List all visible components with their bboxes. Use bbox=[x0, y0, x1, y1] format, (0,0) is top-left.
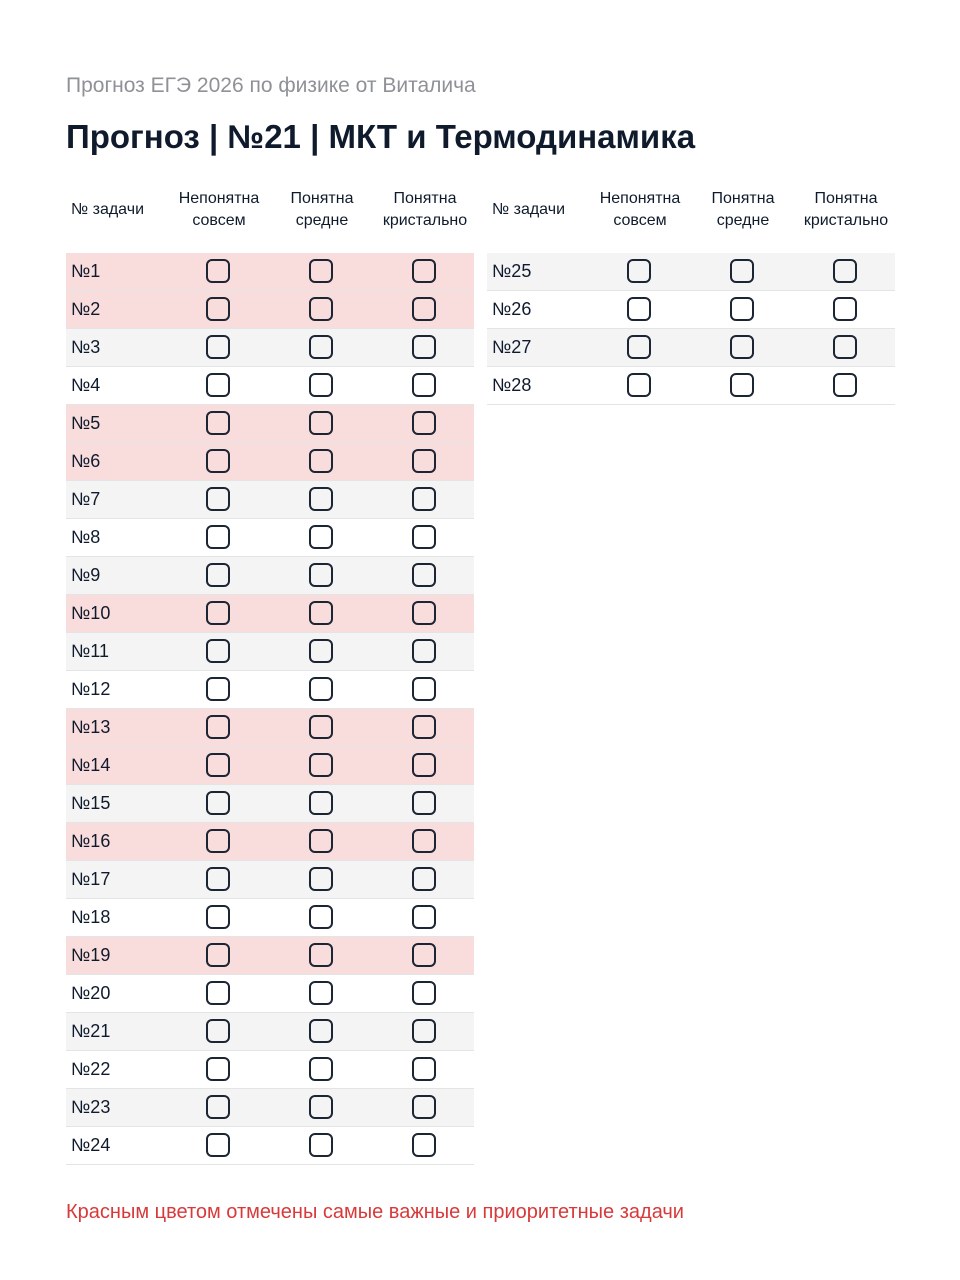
column-header-task: № задачи bbox=[492, 201, 565, 218]
checkbox-medium[interactable] bbox=[309, 525, 333, 549]
task-number: №8 bbox=[71, 527, 101, 547]
priority-footnote: Красным цветом отмечены самые важные и приоритетные задачи bbox=[66, 1201, 684, 1223]
checkbox-crystal-clear[interactable] bbox=[833, 259, 857, 283]
task-number: №22 bbox=[71, 1059, 111, 1079]
table-row bbox=[66, 747, 474, 785]
checkbox-medium[interactable] bbox=[309, 715, 333, 739]
task-number: №6 bbox=[71, 451, 101, 471]
checkbox-not-understood[interactable] bbox=[206, 487, 230, 511]
checkbox-medium[interactable] bbox=[309, 335, 333, 359]
checkbox-medium[interactable] bbox=[309, 373, 333, 397]
table-row bbox=[66, 1051, 474, 1089]
checkbox-medium[interactable] bbox=[730, 259, 754, 283]
checkbox-medium[interactable] bbox=[309, 753, 333, 777]
task-number: №17 bbox=[71, 869, 111, 889]
checkbox-medium[interactable] bbox=[730, 335, 754, 359]
table-row bbox=[66, 595, 474, 633]
checkbox-medium[interactable] bbox=[309, 1057, 333, 1081]
task-number: №13 bbox=[71, 717, 111, 737]
table-header bbox=[66, 180, 474, 253]
column-header-line: Непонятна bbox=[178, 190, 260, 207]
checkbox-crystal-clear[interactable] bbox=[833, 297, 857, 321]
column-header-crystal-clear bbox=[797, 180, 895, 240]
checkbox-medium[interactable] bbox=[309, 639, 333, 663]
checkbox-not-understood[interactable] bbox=[627, 373, 651, 397]
column-header-line: средне bbox=[716, 212, 770, 229]
task-number: №7 bbox=[71, 489, 101, 509]
task-number: №24 bbox=[71, 1135, 111, 1155]
column-header-line: кристально bbox=[803, 212, 889, 229]
task-number: №20 bbox=[71, 983, 111, 1003]
task-number: №27 bbox=[492, 337, 532, 357]
table-row bbox=[66, 291, 474, 329]
checkbox-medium[interactable] bbox=[309, 563, 333, 587]
checkbox-medium[interactable] bbox=[309, 677, 333, 701]
checkbox-crystal-clear[interactable] bbox=[412, 1057, 436, 1081]
table-row bbox=[66, 975, 474, 1013]
checkbox-crystal-clear[interactable] bbox=[412, 259, 436, 283]
checkbox-medium[interactable] bbox=[309, 1095, 333, 1119]
table-row bbox=[66, 519, 474, 557]
checkbox-not-understood[interactable] bbox=[206, 259, 230, 283]
checkbox-crystal-clear[interactable] bbox=[412, 601, 436, 625]
table-row bbox=[66, 481, 474, 519]
table-row bbox=[487, 367, 895, 405]
table-header bbox=[487, 180, 895, 253]
column-header-not-understood bbox=[591, 180, 689, 240]
checkbox-crystal-clear[interactable] bbox=[412, 525, 436, 549]
checkbox-medium[interactable] bbox=[309, 411, 333, 435]
task-number: №18 bbox=[71, 907, 111, 927]
column-header-line: совсем bbox=[613, 212, 667, 229]
column-header-line: кристально bbox=[382, 212, 468, 229]
checkbox-not-understood[interactable] bbox=[206, 525, 230, 549]
checkbox-not-understood[interactable] bbox=[206, 1057, 230, 1081]
table-row bbox=[66, 671, 474, 709]
task-number: №12 bbox=[71, 679, 111, 699]
checkbox-not-understood[interactable] bbox=[206, 791, 230, 815]
task-number: №14 bbox=[71, 755, 111, 775]
table-row bbox=[66, 823, 474, 861]
task-number: №16 bbox=[71, 831, 111, 851]
task-number: №1 bbox=[71, 261, 101, 281]
task-number: №11 bbox=[71, 641, 109, 661]
checkbox-not-understood[interactable] bbox=[206, 829, 230, 853]
table-row bbox=[66, 405, 474, 443]
checkbox-crystal-clear[interactable] bbox=[412, 791, 436, 815]
checkbox-crystal-clear[interactable] bbox=[412, 1019, 436, 1043]
table-row bbox=[66, 861, 474, 899]
checkbox-not-understood[interactable] bbox=[627, 335, 651, 359]
column-header-line: Понятна bbox=[393, 190, 457, 207]
checkbox-crystal-clear[interactable] bbox=[412, 563, 436, 587]
checkbox-crystal-clear[interactable] bbox=[412, 1095, 436, 1119]
checkbox-crystal-clear[interactable] bbox=[412, 449, 436, 473]
checkbox-crystal-clear[interactable] bbox=[412, 943, 436, 967]
table-body bbox=[487, 253, 895, 405]
checkbox-not-understood[interactable] bbox=[206, 715, 230, 739]
checkbox-medium[interactable] bbox=[730, 297, 754, 321]
task-number: №3 bbox=[71, 337, 101, 357]
task-number: №26 bbox=[492, 299, 532, 319]
table-row bbox=[66, 1127, 474, 1165]
checkbox-medium[interactable] bbox=[730, 373, 754, 397]
checkbox-medium[interactable] bbox=[309, 829, 333, 853]
checkbox-not-understood[interactable] bbox=[206, 753, 230, 777]
column-header-line: Понятна bbox=[814, 190, 878, 207]
checkbox-medium[interactable] bbox=[309, 449, 333, 473]
column-header-medium bbox=[273, 180, 371, 240]
column-header-crystal-clear bbox=[376, 180, 474, 240]
task-number: №19 bbox=[71, 945, 111, 965]
checkbox-medium[interactable] bbox=[309, 1133, 333, 1157]
checkbox-not-understood[interactable] bbox=[206, 639, 230, 663]
checkbox-medium[interactable] bbox=[309, 791, 333, 815]
checkbox-crystal-clear[interactable] bbox=[412, 677, 436, 701]
checkbox-crystal-clear[interactable] bbox=[412, 829, 436, 853]
task-number: №10 bbox=[71, 603, 111, 623]
task-number: №9 bbox=[71, 565, 101, 585]
table-row bbox=[487, 329, 895, 367]
table-row bbox=[66, 443, 474, 481]
table-row bbox=[66, 785, 474, 823]
checkbox-not-understood[interactable] bbox=[206, 677, 230, 701]
column-header-medium bbox=[694, 180, 792, 240]
checkbox-crystal-clear[interactable] bbox=[412, 335, 436, 359]
checkbox-not-understood[interactable] bbox=[206, 981, 230, 1005]
page-subtitle: Прогноз ЕГЭ 2026 по физике от Виталича bbox=[66, 74, 476, 97]
table-row bbox=[66, 937, 474, 975]
checkbox-medium[interactable] bbox=[309, 905, 333, 929]
checkbox-crystal-clear[interactable] bbox=[412, 715, 436, 739]
checkbox-crystal-clear[interactable] bbox=[412, 487, 436, 511]
table-row bbox=[66, 557, 474, 595]
checkbox-medium[interactable] bbox=[309, 487, 333, 511]
checkbox-not-understood[interactable] bbox=[627, 259, 651, 283]
checkbox-not-understood[interactable] bbox=[206, 1019, 230, 1043]
checkbox-not-understood[interactable] bbox=[206, 335, 230, 359]
checkbox-not-understood[interactable] bbox=[206, 373, 230, 397]
task-number: №23 bbox=[71, 1097, 111, 1117]
checkbox-medium[interactable] bbox=[309, 297, 333, 321]
checkbox-crystal-clear[interactable] bbox=[412, 297, 436, 321]
checkbox-not-understood[interactable] bbox=[206, 297, 230, 321]
table-body bbox=[66, 253, 474, 1165]
checkbox-medium[interactable] bbox=[309, 601, 333, 625]
column-header-task: № задачи bbox=[71, 201, 144, 218]
table-row bbox=[66, 329, 474, 367]
task-number: №5 bbox=[71, 413, 101, 433]
checkbox-not-understood[interactable] bbox=[627, 297, 651, 321]
column-header-not-understood bbox=[170, 180, 268, 240]
checkbox-not-understood[interactable] bbox=[206, 943, 230, 967]
checkbox-medium[interactable] bbox=[309, 1019, 333, 1043]
checkbox-crystal-clear[interactable] bbox=[833, 335, 857, 359]
table-row bbox=[66, 709, 474, 747]
checkbox-crystal-clear[interactable] bbox=[412, 411, 436, 435]
checkbox-not-understood[interactable] bbox=[206, 563, 230, 587]
tasks-table-right bbox=[487, 180, 895, 405]
table-row bbox=[66, 633, 474, 671]
checkbox-crystal-clear[interactable] bbox=[412, 1133, 436, 1157]
column-header-line: средне bbox=[295, 212, 349, 229]
checkbox-medium[interactable] bbox=[309, 867, 333, 891]
tasks-table-left bbox=[66, 180, 474, 1165]
checkbox-not-understood[interactable] bbox=[206, 905, 230, 929]
checkbox-crystal-clear[interactable] bbox=[412, 981, 436, 1005]
checkbox-medium[interactable] bbox=[309, 943, 333, 967]
checkbox-crystal-clear[interactable] bbox=[412, 905, 436, 929]
task-number: №2 bbox=[71, 299, 101, 319]
column-header-line: Понятна bbox=[711, 190, 775, 207]
checkbox-not-understood[interactable] bbox=[206, 867, 230, 891]
task-number: №15 bbox=[71, 793, 111, 813]
checkbox-not-understood[interactable] bbox=[206, 601, 230, 625]
task-number: №25 bbox=[492, 261, 532, 281]
table-row bbox=[66, 367, 474, 405]
column-header-line: Непонятна bbox=[599, 190, 681, 207]
table-row bbox=[66, 899, 474, 937]
checkbox-medium[interactable] bbox=[309, 259, 333, 283]
checkbox-not-understood[interactable] bbox=[206, 449, 230, 473]
checkbox-not-understood[interactable] bbox=[206, 411, 230, 435]
checkbox-crystal-clear[interactable] bbox=[412, 753, 436, 777]
checkbox-crystal-clear[interactable] bbox=[412, 639, 436, 663]
column-header-line: Понятна bbox=[290, 190, 354, 207]
table-row bbox=[66, 253, 474, 291]
checkbox-medium[interactable] bbox=[309, 981, 333, 1005]
table-row bbox=[66, 1013, 474, 1051]
checkbox-crystal-clear[interactable] bbox=[412, 373, 436, 397]
page-title: Прогноз | №21 | МКТ и Термодинамика bbox=[66, 118, 696, 155]
checkbox-crystal-clear[interactable] bbox=[412, 867, 436, 891]
table-row bbox=[487, 291, 895, 329]
task-number: №28 bbox=[492, 375, 532, 395]
checkbox-crystal-clear[interactable] bbox=[833, 373, 857, 397]
table-row bbox=[66, 1089, 474, 1127]
task-number: №4 bbox=[71, 375, 101, 395]
column-header-line: совсем bbox=[192, 212, 246, 229]
task-number: №21 bbox=[71, 1021, 111, 1041]
checkbox-not-understood[interactable] bbox=[206, 1095, 230, 1119]
checkbox-not-understood[interactable] bbox=[206, 1133, 230, 1157]
table-row bbox=[487, 253, 895, 291]
